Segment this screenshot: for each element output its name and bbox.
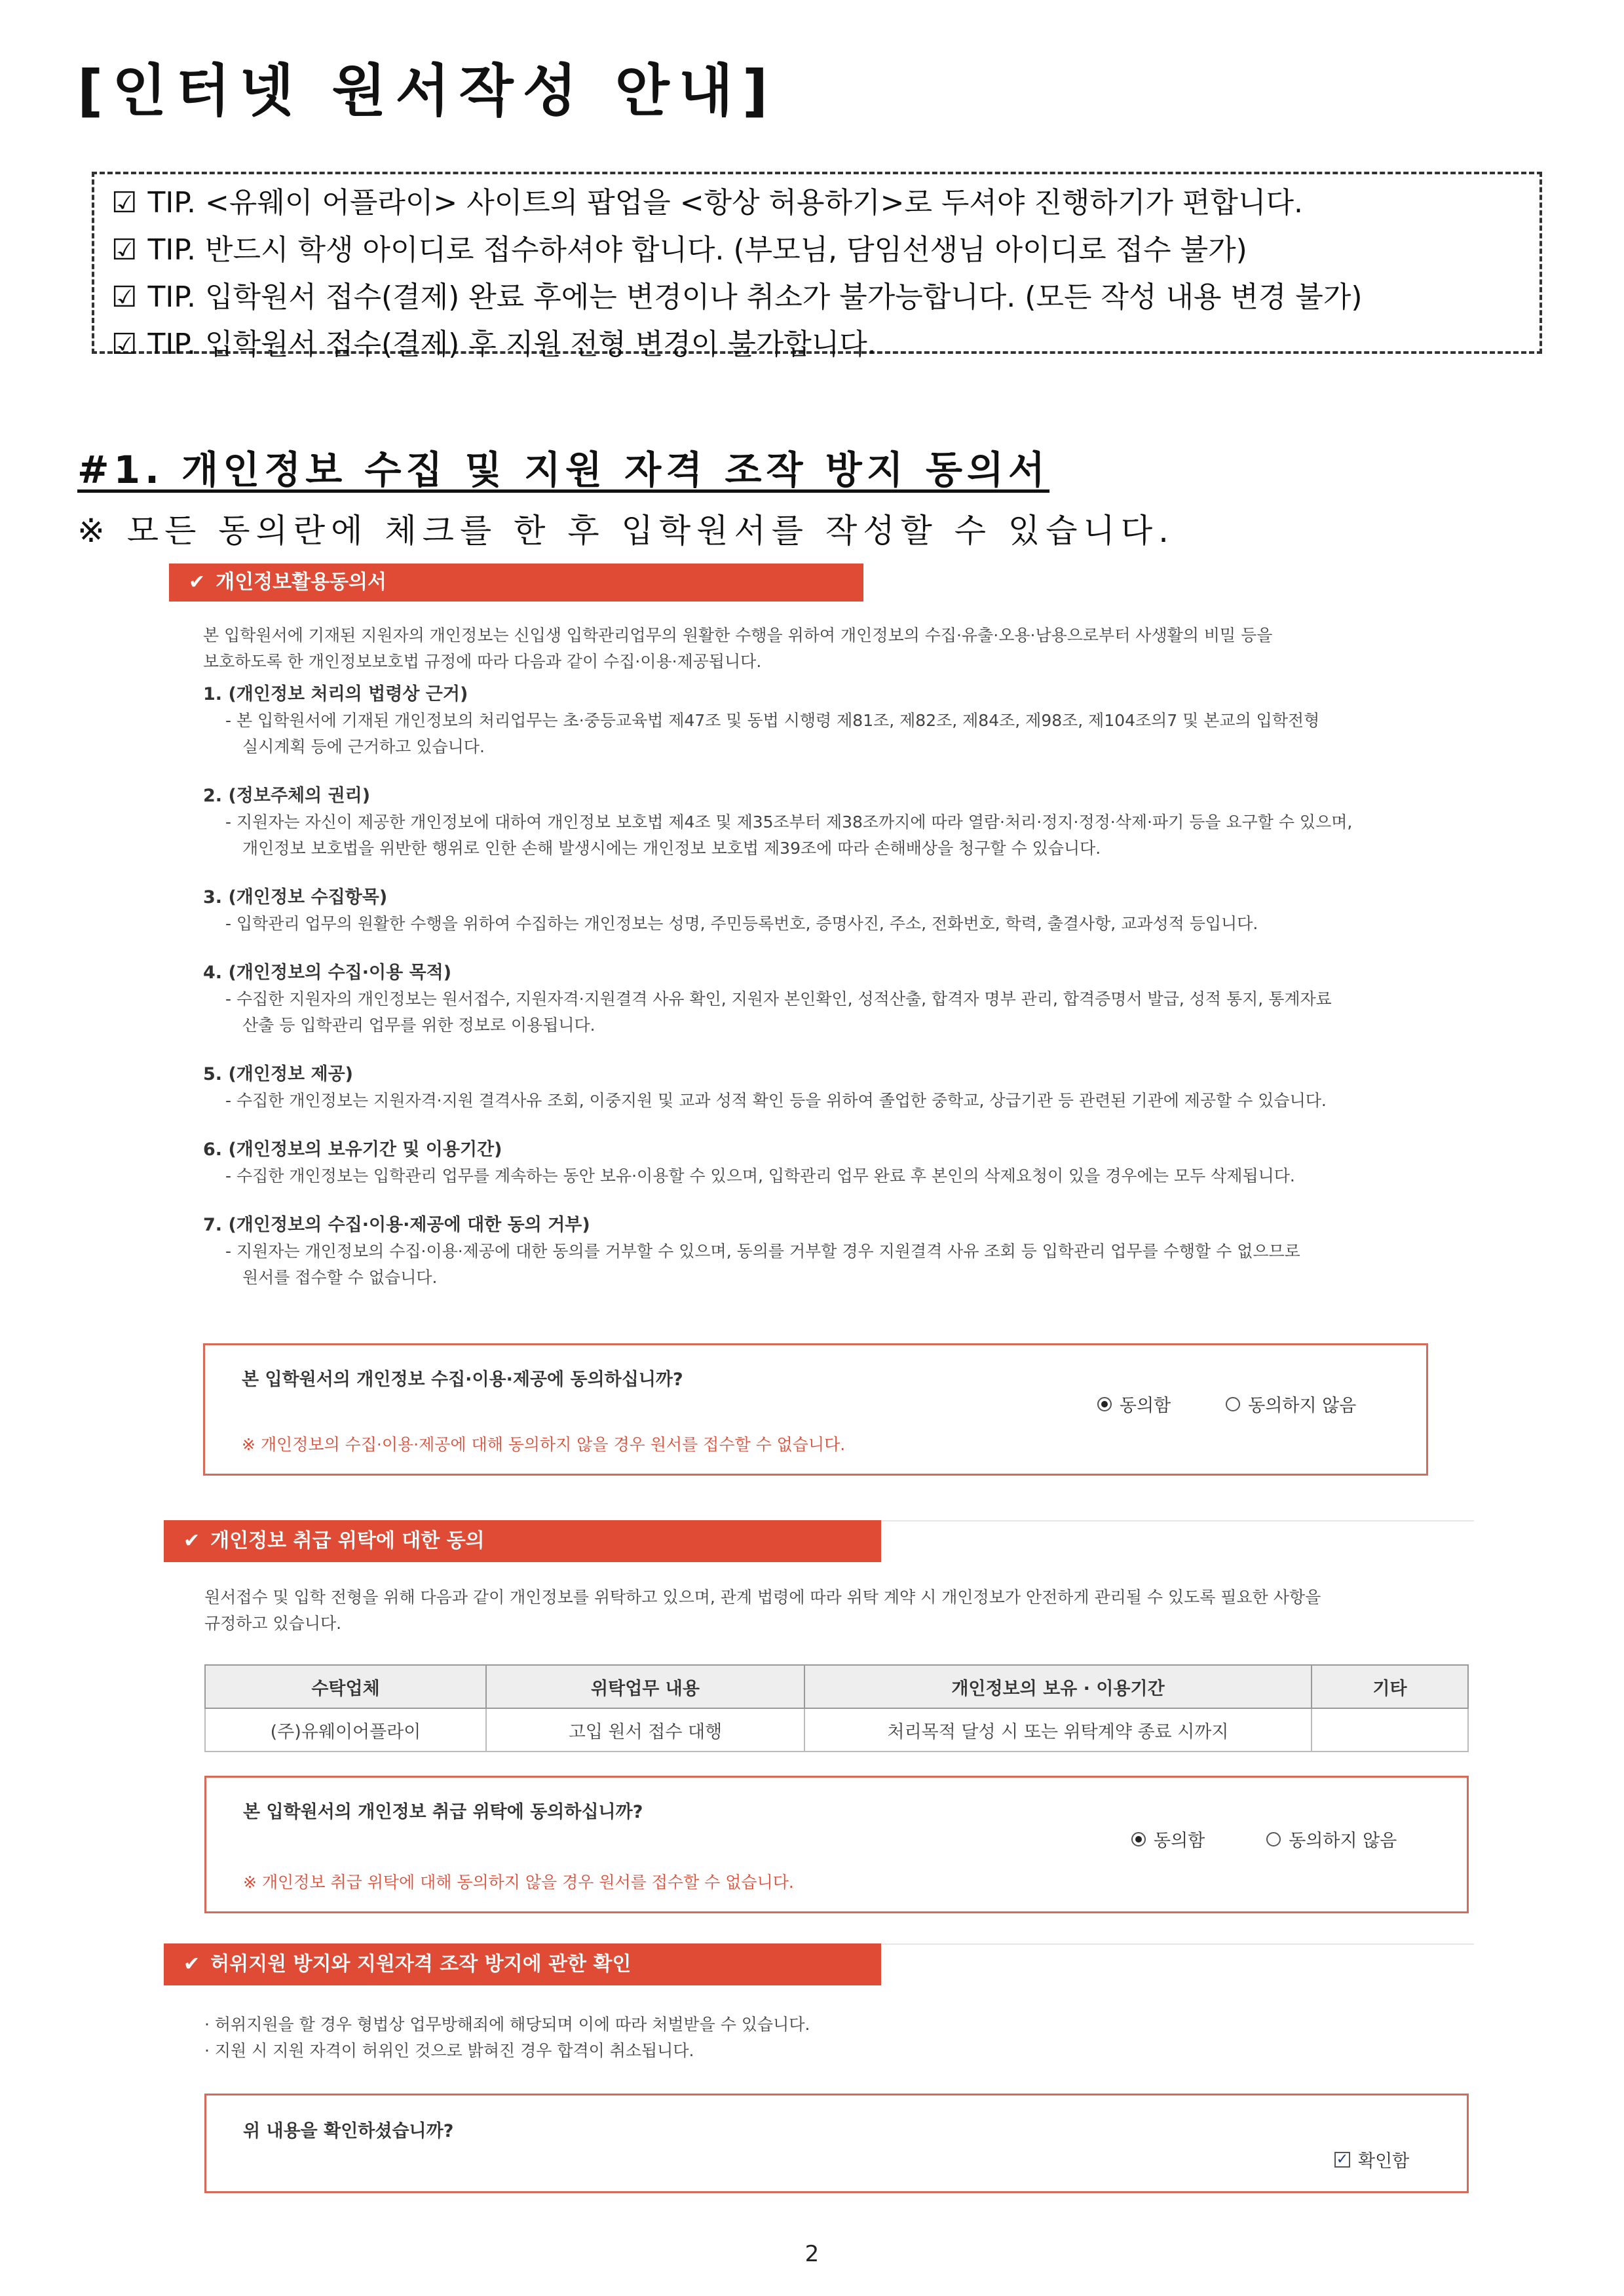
tip-item: ☑ TIP. 반드시 학생 아이디로 접수하셔야 합니다. (부모님, 담임선생님 아이디로 접수 불가) <box>111 227 1539 274</box>
agree-label[interactable]: 동의함 <box>1120 1396 1171 1416</box>
checkbox-icon: ☑ <box>111 186 138 220</box>
bar-divider <box>881 1943 1474 1945</box>
agree-radio[interactable] <box>1131 1832 1146 1846</box>
privacy-use-title-bar: ✔ 개인정보활용동의서 <box>169 564 863 602</box>
tip-item: ☑ TIP. <유웨이 어플라이> 사이트의 팝업을 <항상 허용하기>로 두셔야 진행하기가 편합니다. <box>111 180 1539 227</box>
agree-label[interactable]: 동의함 <box>1154 1831 1205 1851</box>
table-cell: (주)유웨이어플라이 <box>205 1708 486 1751</box>
table-row <box>205 1708 1468 1751</box>
privacy-use-intro: 본 입학원서에 기재된 지원자의 개인정보는 신입생 입학관리업무의 원활한 수행을 위하여 개인정보의 수집·유출·오용·남용으로부터 사생활의 비밀 등을 보호하도록 한 개인정보보호법 규정에 따라 다음과 같이 수집·이용·제공됩니다. <box>203 626 1273 671</box>
table-header-cell: 기타 <box>1312 1665 1468 1708</box>
privacy-use-consent-options <box>1097 1391 1356 1417</box>
false-application-title-bar: ✔ 허위지원 방지와 지원자격 조작 방지에 관한 확인 <box>164 1943 881 1985</box>
agree-radio[interactable] <box>1097 1397 1112 1411</box>
table-header-cell: 수탁업체 <box>205 1665 486 1708</box>
entrust-table <box>204 1664 1469 1752</box>
page-title: [인터넷 원서작성 안내] <box>77 58 778 124</box>
table-header-cell: 개인정보의 보유 · 이용기간 <box>804 1665 1312 1708</box>
consent-warning: ※ 개인정보의 수집·이용·제공에 대해 동의하지 않을 경우 원서를 접수할 수 없습니다. <box>242 1435 846 1454</box>
consent-warning: ※ 개인정보 취급 위탁에 대해 동의하지 않을 경우 원서를 접수할 수 없습니다. <box>243 1873 794 1892</box>
consent-question: 본 입학원서의 개인정보 취급 위탁에 동의하십니까? <box>243 1802 643 1822</box>
disagree-radio[interactable] <box>1226 1397 1240 1411</box>
privacy-entrust-panel <box>164 1520 1474 1562</box>
privacy-use-item: 3. (개인정보 수집항목) - 입학관리 업무의 원활한 수행을 위하여 수집하는 개인정보는 성명, 주민등록번호, 증명사진, 주소, 전화번호, 학력, 출결사항, 교과성적 등입니다. <box>203 887 1258 933</box>
privacy-entrust-title-bar: ✔ 개인정보 취급 위탁에 대한 동의 <box>164 1520 881 1562</box>
confirm-question: 위 내용을 확인하셨습니까? <box>243 2121 454 2141</box>
confirm-checkbox[interactable]: ✓ <box>1334 2152 1350 2168</box>
false-application-panel <box>164 1943 1474 1985</box>
confirm-label[interactable]: 확인함 <box>1358 2151 1410 2172</box>
tip-item: ☑ TIP. 입학원서 접수(결제) 완료 후에는 변경이나 취소가 불가능합니다. (모든 작성 내용 변경 불가) <box>111 274 1539 321</box>
disagree-label[interactable]: 동의하지 않음 <box>1289 1831 1397 1851</box>
list-item: · 허위지원을 할 경우 형법상 업무방해죄에 해당되며 이에 따라 처벌받을 수 있습니다. <box>204 2015 810 2034</box>
section-note: ※ 모든 동의란에 체크를 한 후 입학원서를 작성할 수 있습니다. <box>77 512 1175 550</box>
tip-box <box>92 172 1542 361</box>
checkbox-icon: ☑ <box>111 280 138 314</box>
checkbox-icon: ☑ <box>111 328 138 361</box>
privacy-use-panel <box>169 564 1466 602</box>
confirm-option <box>1334 2147 1409 2172</box>
privacy-use-consent-box <box>203 1343 1428 1476</box>
privacy-use-item: 5. (개인정보 제공) - 수집한 개인정보는 지원자격·지원 결격사유 조회, 이중지원 및 교과 성적 확인 등을 위하여 졸업한 중학교, 상급기관 등 관련된 기관에 제공할 수 있습니다. <box>203 1064 1327 1110</box>
page-number: 2 <box>804 2241 820 2267</box>
bar-divider <box>881 1520 1474 1521</box>
check-icon: ✔ <box>189 571 206 594</box>
privacy-entrust-consent-box <box>204 1776 1469 1913</box>
disagree-label[interactable]: 동의하지 않음 <box>1248 1396 1357 1416</box>
privacy-use-item: 7. (개인정보의 수집·이용·제공에 대한 동의 거부) - 지원자는 개인정보의 수집·이용·제공에 대한 동의를 거부할 수 있으며, 동의를 거부할 경우 지원결격 사유 조회 등 입학관리 업무를 수행할 수 없으므로 원서를 접수할 수 없습니다. <box>203 1215 1300 1287</box>
consent-question: 본 입학원서의 개인정보 수집·이용·제공에 동의하십니까? <box>242 1369 683 1390</box>
checkbox-icon: ☑ <box>111 233 138 267</box>
privacy-entrust-consent-options <box>1131 1826 1397 1852</box>
table-cell <box>1312 1708 1468 1751</box>
table-cell: 고입 원서 접수 대행 <box>486 1708 804 1751</box>
check-icon: ✔ <box>183 1529 200 1552</box>
section-heading: #1. 개인정보 수집 및 지원 자격 조작 방지 동의서 <box>77 448 1050 492</box>
privacy-use-item: 6. (개인정보의 보유기간 및 이용기간) - 수집한 개인정보는 입학관리 업무를 계속하는 동안 보유·이용할 수 있으며, 입학관리 업무 완료 후 본인의 삭제요청이 있을 경우에는 모두 삭제됩니다. <box>203 1139 1295 1185</box>
confirm-box <box>204 2094 1469 2193</box>
table-cell: 처리목적 달성 시 또는 위탁계약 종료 시까지 <box>804 1708 1312 1751</box>
privacy-use-item: 4. (개인정보의 수집·이용 목적) - 수집한 지원자의 개인정보는 원서접수, 지원자격·지원결격 사유 확인, 지원자 본인확인, 성적산출, 합격자 명부 관리, 합격증명서 발급, 성적 통지, 통계자료 산출 등 입학관리 업무를 위한 정보로 이용됩니다. <box>203 963 1332 1035</box>
check-icon: ✔ <box>183 1953 200 1976</box>
table-header-cell: 위탁업무 내용 <box>486 1665 804 1708</box>
list-item: · 지원 시 지원 자격이 허위인 것으로 밝혀진 경우 합격이 취소됩니다. <box>204 2041 694 2060</box>
privacy-use-item: 1. (개인정보 처리의 법령상 근거) - 본 입학원서에 기재된 개인정보의 처리업무는 초·중등교육법 제47조 및 동법 시행령 제81조, 제82조, 제84조, 제98조, 제104조의7 및 본교의 입학전형 실시계획 등에 근거하고 있습니다. <box>203 684 1320 756</box>
false-application-bullets <box>204 2012 810 2064</box>
table-header-row <box>205 1665 1468 1708</box>
privacy-use-item: 2. (정보주체의 권리) - 지원자는 자신이 제공한 개인정보에 대하여 개인정보 보호법 제4조 및 제35조부터 제38조까지에 따라 열람·처리·정지·정정·삭제·파기 등을 요구할 수 있으며, 개인정보 보호법을 위반한 행위로 인한 손해 발생시에는 개인정보 보호법 제39조에 따라 손해배상을 청구할 수 있습니다. <box>203 786 1353 858</box>
privacy-entrust-intro: 원서접수 및 입학 전형을 위해 다음과 같이 개인정보를 위탁하고 있으며, 관계 법령에 따라 위탁 계약 시 개인정보가 안전하게 관리될 수 있도록 필요한 사항을 규정하고 있습니다. <box>204 1588 1321 1633</box>
disagree-radio[interactable] <box>1266 1832 1281 1846</box>
tip-item: ☑ TIP. 입학원서 접수(결제) 후 지원 전형 변경이 불가합니다. <box>111 321 1539 368</box>
